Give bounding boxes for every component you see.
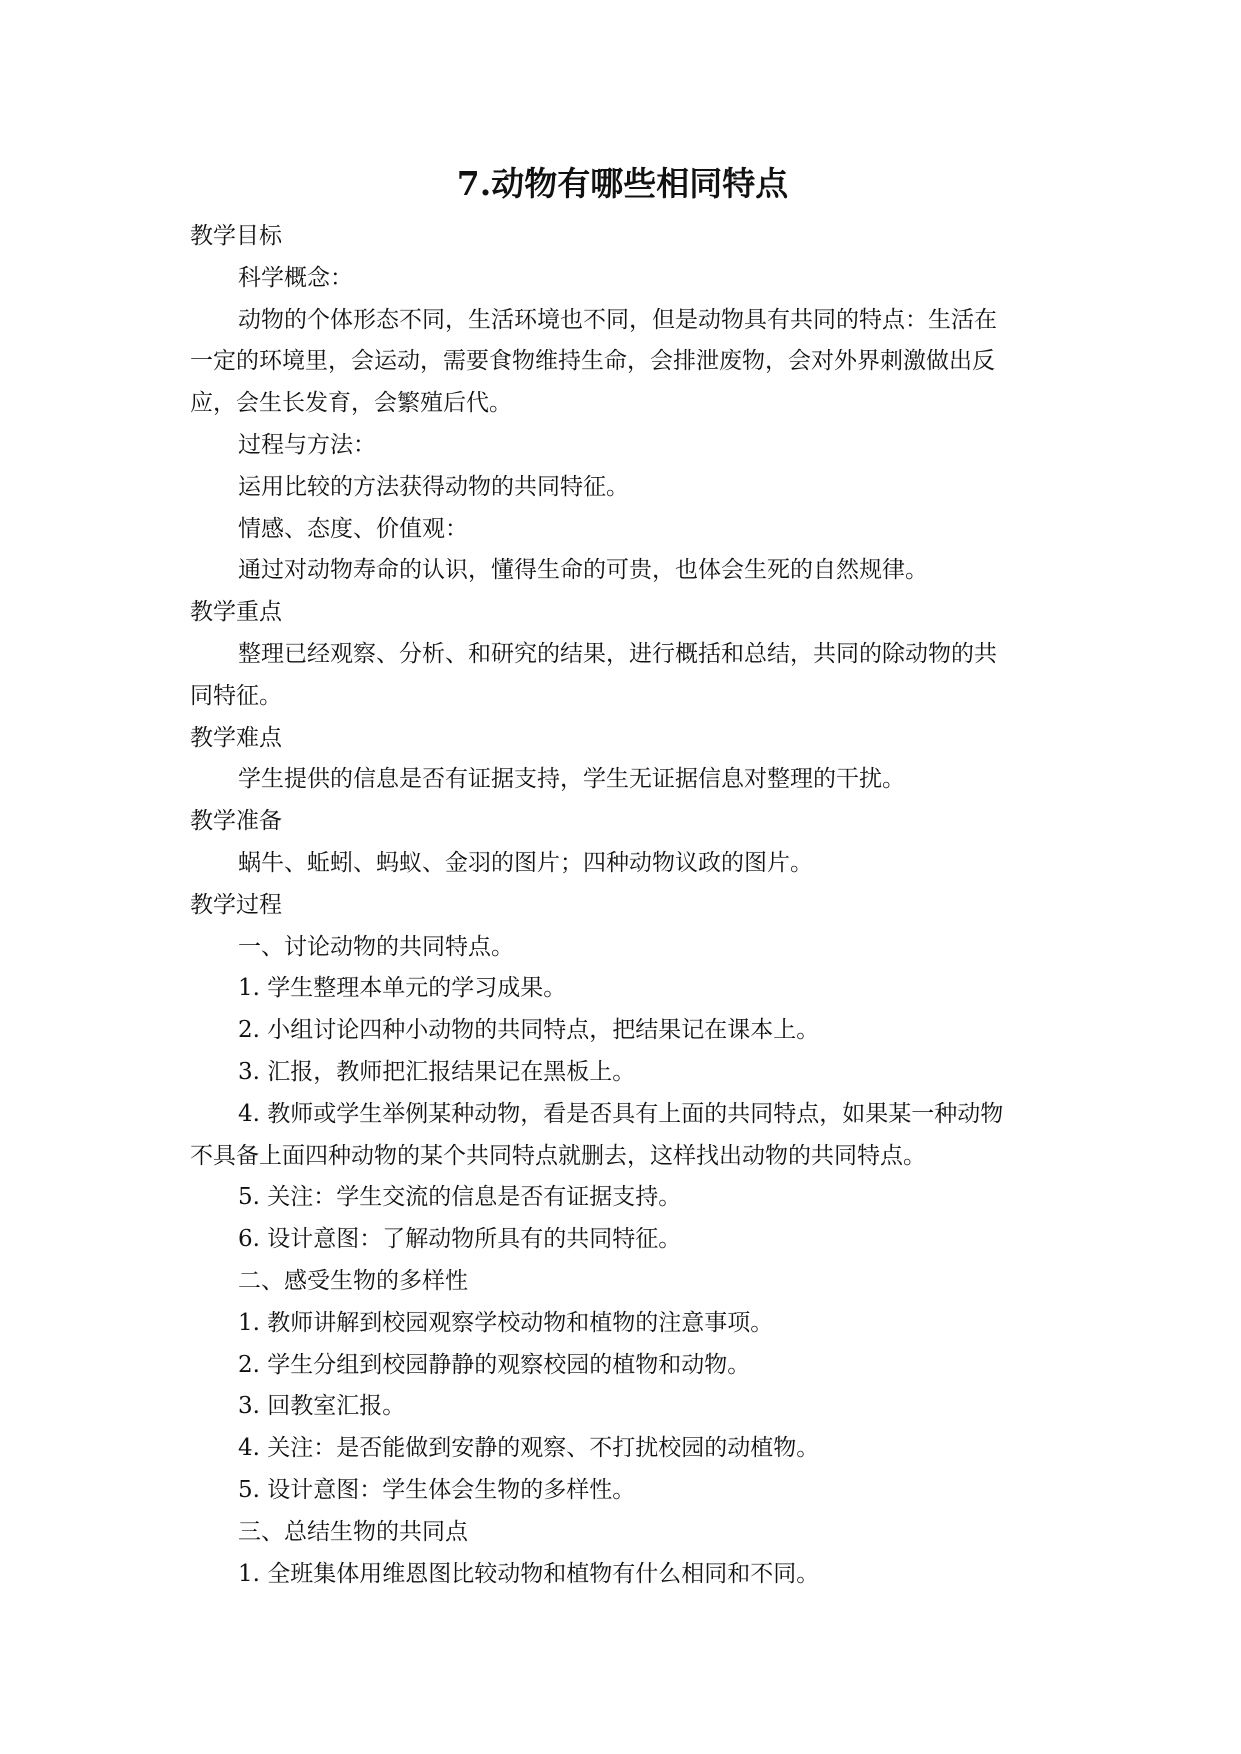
- document-body: [190, 152, 1055, 1595]
- text-line: 教学准备: [190, 808, 282, 835]
- text-line-indented: 5. 关注：学生交流的信息是否有证据支持。: [238, 1184, 682, 1211]
- text-line-indented: 情感、态度、价值观：: [238, 515, 468, 542]
- text-line: 教学过程: [190, 891, 282, 918]
- text-line-indented: 1. 全班集体用维恩图比较动物和植物有什么相同和不同。: [238, 1560, 820, 1587]
- text-line-indented: 三、总结生物的共同点: [238, 1518, 468, 1545]
- text-line-indented: 2. 学生分组到校园静静的观察校园的植物和动物。: [238, 1351, 751, 1378]
- text-line-indented: 学生提供的信息是否有证据支持，学生无证据信息对整理的干扰。: [238, 766, 905, 793]
- text-line-indented: 3. 回教室汇报。: [238, 1393, 406, 1420]
- text-line-indented: 6. 设计意图：了解动物所具有的共同特征。: [238, 1226, 682, 1253]
- text-line-indented: 整理已经观察、分析、和研究的结果，进行概括和总结，共同的除动物的共: [238, 640, 997, 667]
- text-line-indented: 二、感受生物的多样性: [238, 1267, 468, 1294]
- text-line-indented: 运用比较的方法获得动物的共同特征。: [238, 473, 629, 500]
- text-line-indented: 通过对动物寿命的认识，懂得生命的可贵，也体会生死的自然规律。: [238, 557, 928, 584]
- text-line-indented: 蜗牛、蚯蚓、蚂蚁、金羽的图片；四种动物议政的图片。: [238, 849, 813, 876]
- text-line: 教学难点: [190, 724, 282, 751]
- text-line-indented: 一、讨论动物的共同特点。: [238, 933, 514, 960]
- text-line-indented: 3. 汇报，教师把汇报结果记在黑板上。: [238, 1058, 636, 1085]
- text-line-indented: 科学概念：: [238, 264, 353, 291]
- text-line: 不具备上面四种动物的某个共同特点就删去，这样找出动物的共同特点。: [190, 1142, 926, 1169]
- text-line-indented: 2. 小组讨论四种小动物的共同特点，把结果记在课本上。: [238, 1017, 820, 1044]
- text-line: 教学重点: [190, 599, 282, 626]
- text-line-indented: 1. 教师讲解到校园观察学校动物和植物的注意事项。: [238, 1309, 774, 1336]
- document-text: [190, 216, 1055, 1595]
- text-line-indented: 5. 设计意图：学生体会生物的多样性。: [238, 1476, 636, 1503]
- document-title: 7.动物有哪些相同特点: [456, 164, 789, 203]
- text-line: 同特征。: [190, 682, 282, 709]
- text-line-indented: 4. 关注：是否能做到安静的观察、不打扰校园的动植物。: [238, 1435, 820, 1462]
- text-line: 应，会生长发育，会繁殖后代。: [190, 390, 512, 417]
- text-line-indented: 4. 教师或学生举例某种动物，看是否具有上面的共同特点，如果某一种动物: [238, 1100, 1004, 1127]
- text-line: 教学目标: [190, 223, 282, 249]
- text-line-indented: 动物的个体形态不同，生活环境也不同，但是动物具有共同的特点：生活在: [238, 306, 997, 333]
- text-line-indented: 1. 学生整理本单元的学习成果。: [238, 975, 567, 1002]
- text-line: 一定的环境里，会运动，需要食物维持生命，会排泄废物，会对外界刺激做出反: [190, 348, 995, 375]
- text-line-indented: 过程与方法：: [238, 431, 376, 458]
